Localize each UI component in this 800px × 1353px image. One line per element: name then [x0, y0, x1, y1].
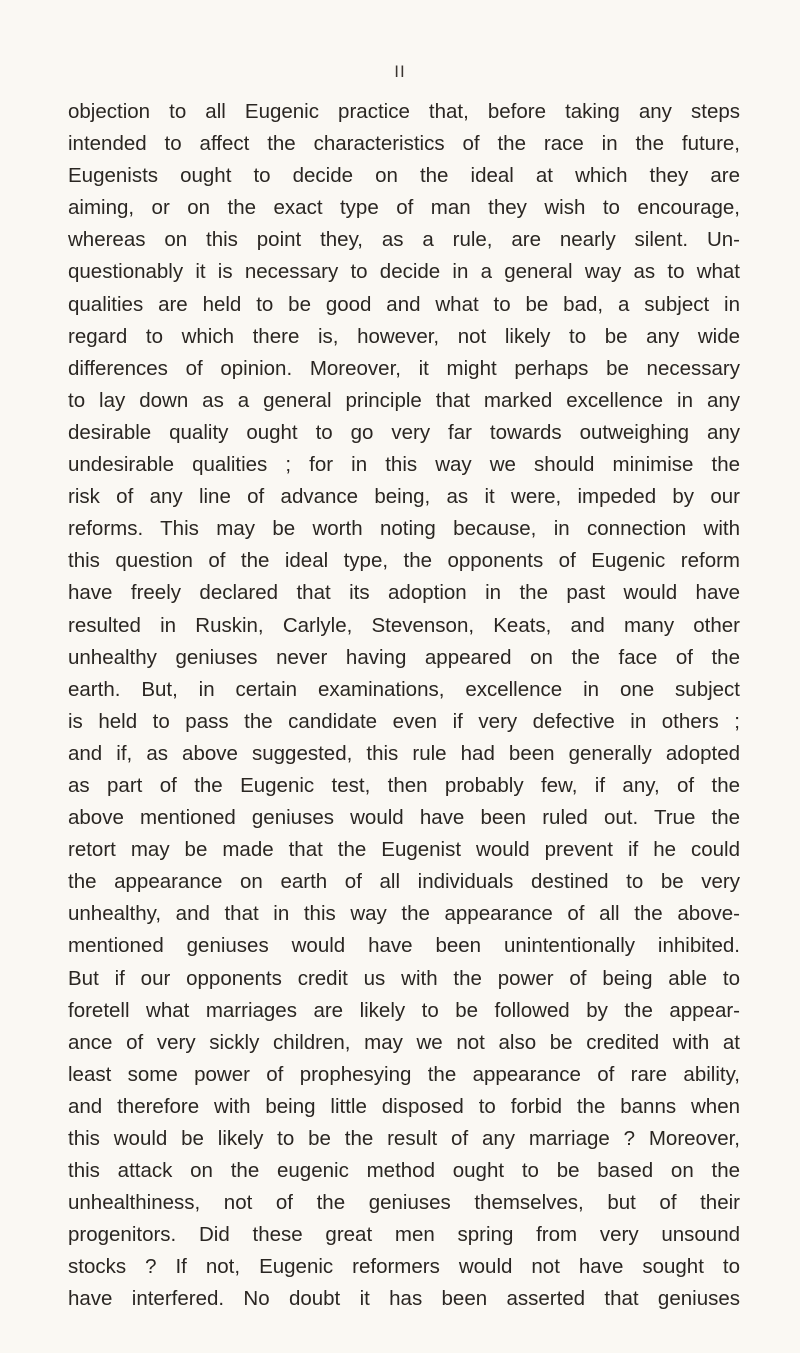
text-line: this question of the ideal type, the opponents of Eugenic reform: [68, 549, 740, 573]
text-line: unhealthiness, not of the geniuses themselves, but of their: [68, 1191, 740, 1215]
text-line: the appearance on earth of all individuals destined to be very: [68, 870, 740, 894]
text-line: questionably it is necessary to decide in a general way as to what: [68, 260, 740, 284]
text-line: above mentioned geniuses would have been ruled out. True the: [68, 806, 740, 830]
text-line: But if our opponents credit us with the power of being able to: [68, 966, 740, 990]
text-line: mentioned geniuses would have been unintentionally inhibited.: [68, 934, 740, 958]
text-line: desirable quality ought to go very far towards outweighing any: [68, 420, 740, 444]
text-line: least some power of prophesying the appearance of rare ability,: [68, 1062, 740, 1086]
text-line: and therefore with being little disposed to forbid the banns when: [68, 1094, 740, 1118]
text-line: Eugenists ought to decide on the ideal at which they are: [68, 164, 740, 188]
body-text: [68, 96, 740, 1316]
text-line: risk of any line of advance being, as it were, impeded by our: [68, 485, 740, 509]
text-line: unhealthy, and that in this way the appearance of all the above-: [68, 902, 740, 926]
text-line: qualities are held to be good and what to be bad, a subject in: [68, 292, 740, 316]
text-line: undesirable qualities ; for in this way we should minimise the: [68, 453, 740, 477]
text-line: resulted in Ruskin, Carlyle, Stevenson, Keats, and many other: [68, 613, 740, 637]
text-line: stocks ? If not, Eugenic reformers would not have sought to: [68, 1255, 740, 1279]
text-line: aiming, or on the exact type of man they wish to encourage,: [68, 196, 740, 220]
text-line: this would be likely to be the result of any marriage ? Moreover,: [68, 1127, 740, 1150]
text-line: differences of opinion. Moreover, it might perhaps be necessary: [68, 356, 740, 380]
text-line: and if, as above suggested, this rule had been generally adopted: [68, 741, 740, 765]
text-line: whereas on this point they, as a rule, are nearly silent. Un-: [68, 228, 740, 252]
text-line: regard to which there is, however, not likely to be any wide: [68, 324, 740, 348]
text-line: this attack on the eugenic method ought to be based on the: [68, 1159, 740, 1183]
text-line: retort may be made that the Eugenist would prevent if he could: [68, 838, 740, 862]
text-line: ance of very sickly children, may we not also be credited with at: [68, 1030, 740, 1054]
text-line: foretell what marriages are likely to be followed by the appear-: [68, 998, 740, 1022]
page-number: II: [394, 62, 406, 81]
text-line: unhealthy geniuses never having appeared on the face of the: [68, 645, 740, 669]
text-line: intended to affect the characteristics of the race in the future,: [68, 132, 740, 156]
text-line: have interfered. No doubt it has been asserted that geniuses: [68, 1287, 740, 1311]
text-line: earth. But, in certain examinations, excellence in one subject: [68, 677, 740, 701]
text-line: progenitors. Did these great men spring from very unsound: [68, 1223, 740, 1247]
text-line: reforms. This may be worth noting because, in connection with: [68, 517, 740, 541]
text-line: to lay down as a general principle that marked excellence in any: [68, 388, 740, 412]
text-line: objection to all Eugenic practice that, before taking any steps: [68, 100, 740, 123]
text-line: have freely declared that its adoption in the past would have: [68, 581, 740, 605]
text-line: as part of the Eugenic test, then probably few, if any, of the: [68, 773, 740, 797]
text-line: is held to pass the candidate even if very defective in others ;: [68, 709, 740, 733]
